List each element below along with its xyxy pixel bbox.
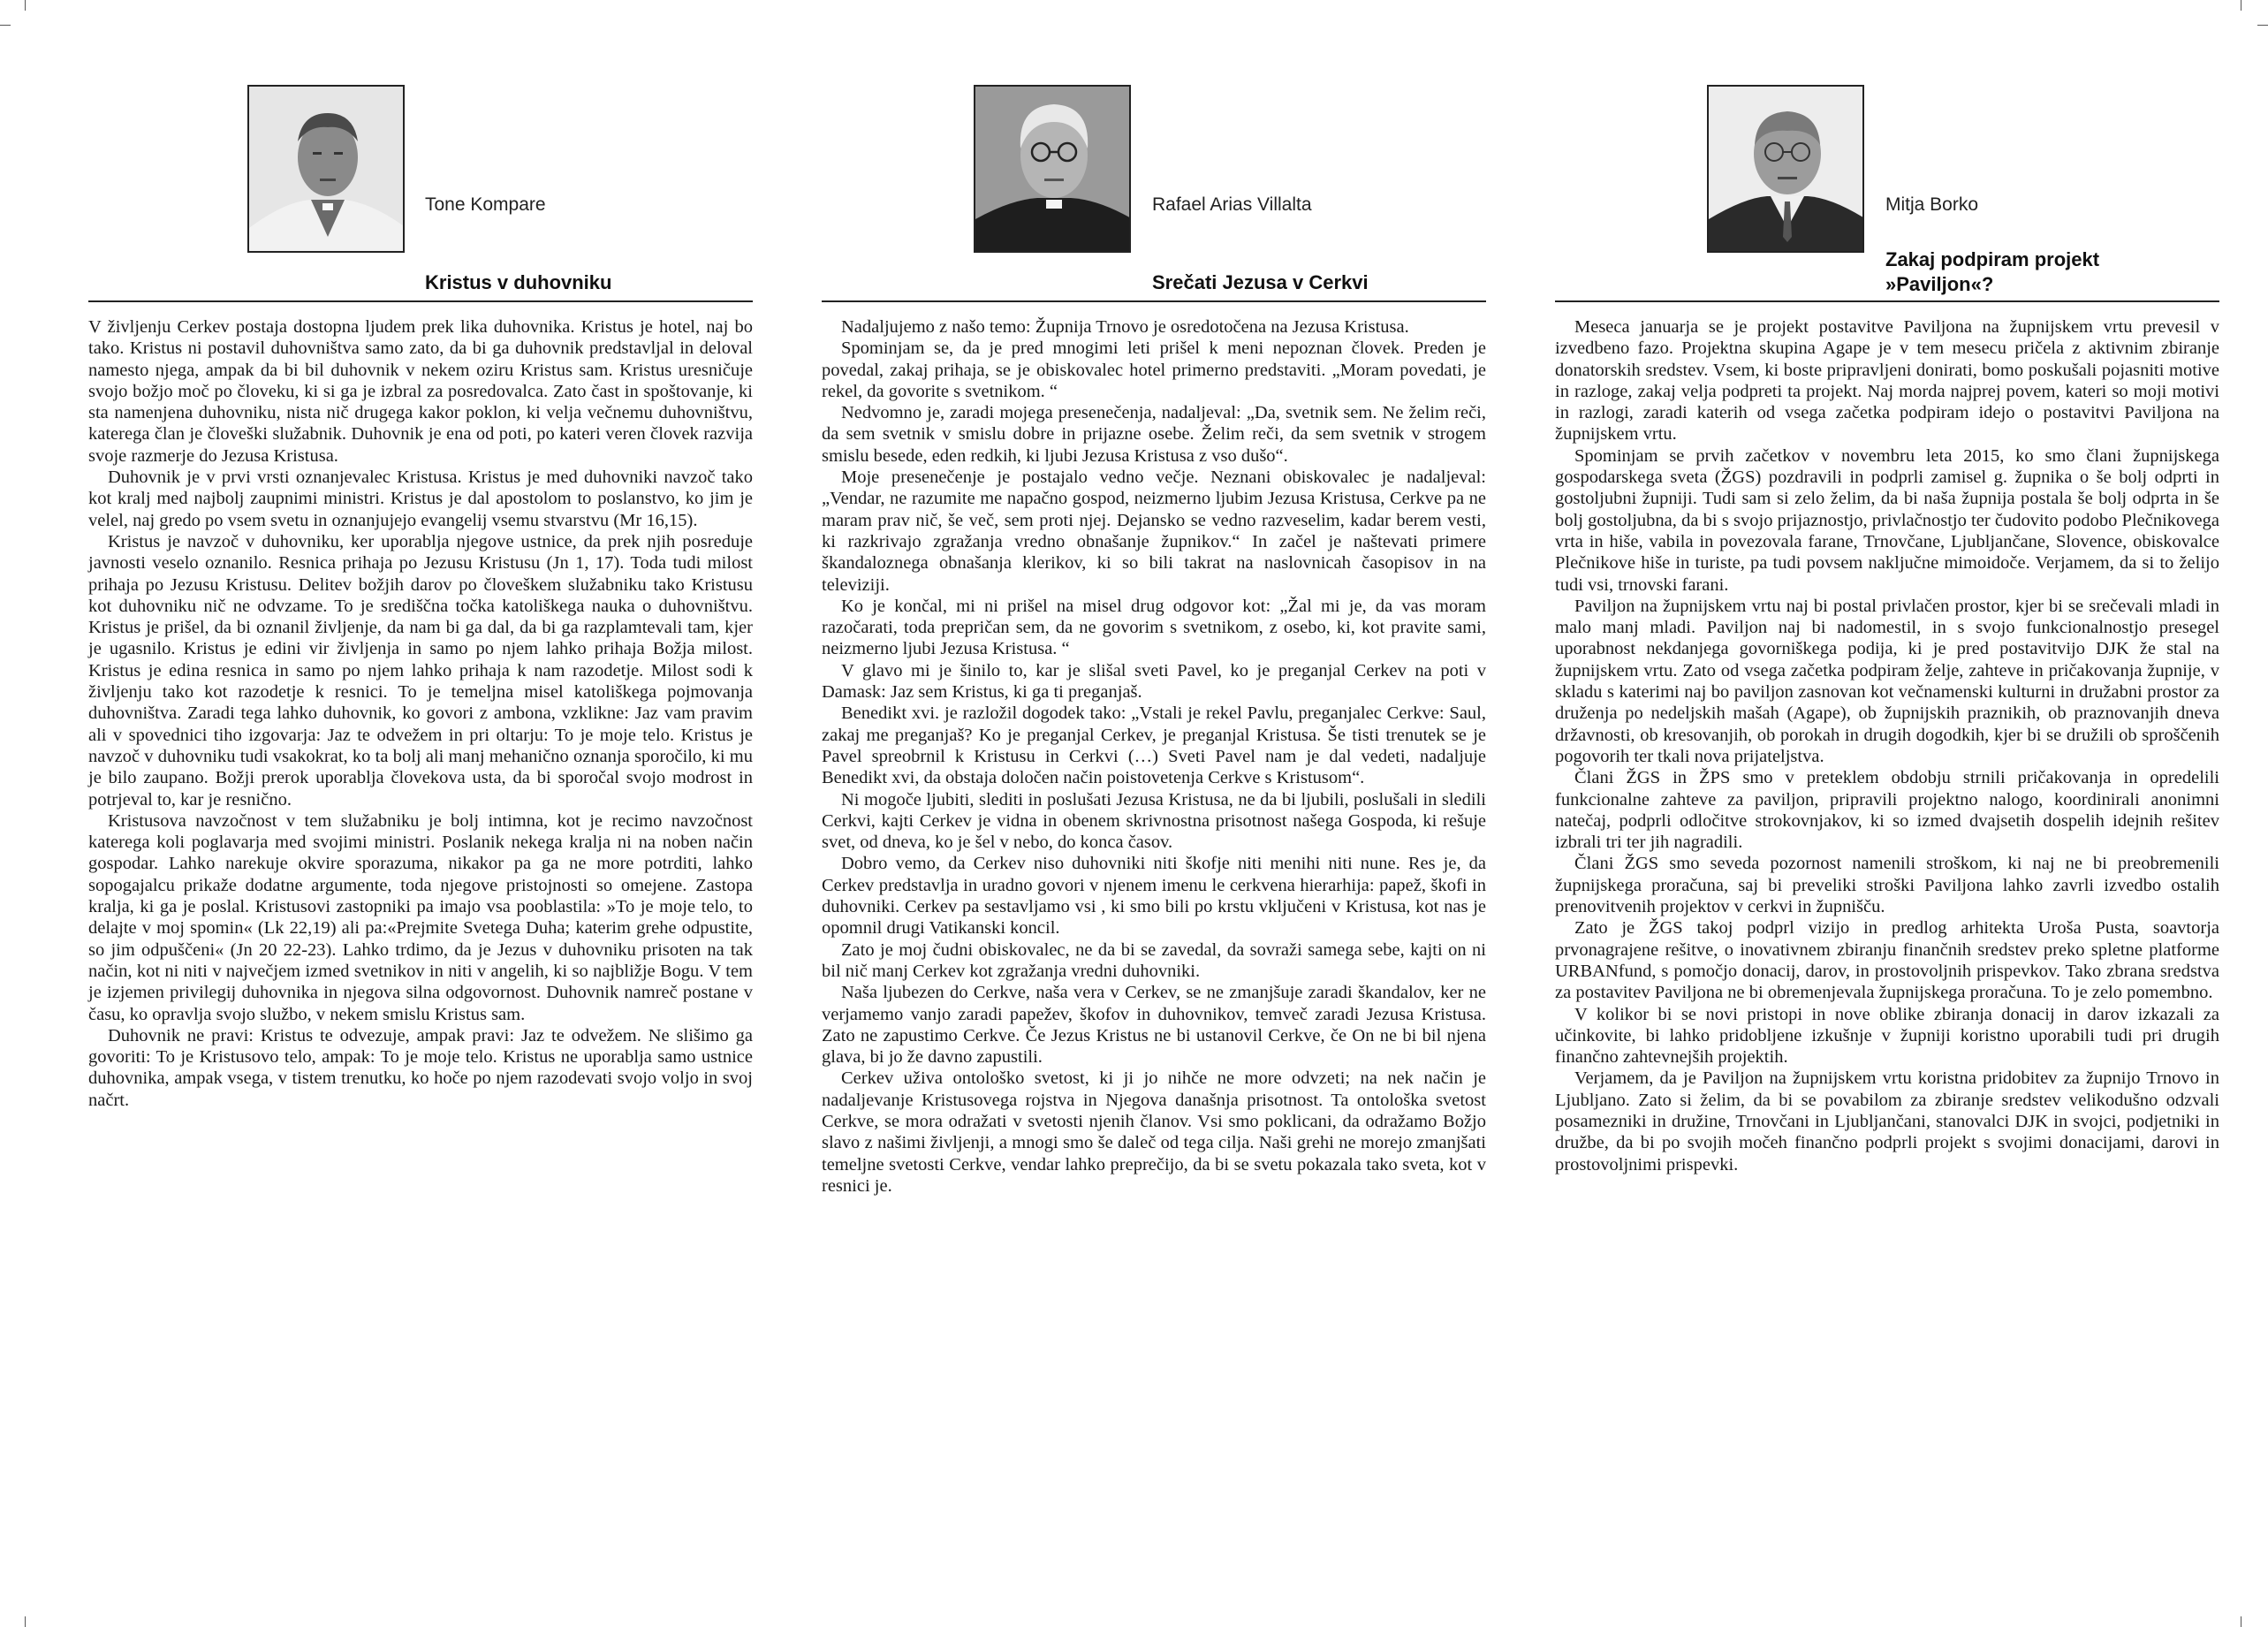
paragraph: Nedvomno je, zaradi mojega presenečenja, nadaljeval: „Da, svetnik sem. Ne želim reči, da sem svetnik v smislu dobre in prijazne osebe. Želim reči, da sem svetnik v strogem smislu besede, eden redkih, ki ljubi Jezusa Kristusa z vso dušo“. — [822, 403, 1486, 466]
portrait-image — [249, 87, 405, 253]
article-header — [1555, 0, 2235, 295]
paragraph: Duhovnik ne pravi: Kristus te odvezuje, ampak pravi: Jaz te odvežem. Ne slišimo ga govoriti: To je Kristusovo telo, ampak: To je moje telo. Kristus ne uporablja samo ustnice duhovnika, ampak vsega, v tistem trenutku, ko hoče po njem razodevati svojo voljo in svoj načrt. — [88, 1025, 753, 1110]
paragraph: V življenju Cerkev postaja dostopna ljudem prek lika duhovnika. Kristus je hotel, naj bo tako. Kristus ni postavil duhovništva samo zato, da bi ga duhovnik predstavljal in deloval namesto njega, ampak da bi bil duhovnik v nekem oziru Kristus sam. Kristus uresničuje svojo božjo moč po človeku, ki si ga je izbral za posredovalca. Zato čast in spoštovanje, ki sta namenjena duhovniku, nista nič drugega kakor poklon, ki velja večnemu duhovništvu, katerega član je človeški služabnik. Duhovnik je ena od poti, po kateri veren človek razvija svoje razmerje do Jezusa Kristusa. — [88, 317, 753, 466]
paragraph: Meseca januarja se je projekt postavitve Paviljona na župnijskem vrtu prevesil v izvedbeno fazo. Projektna skupina Agape je v tem mesecu pričela z aktivnim zbiranje donatorskih sredstev. Vsem, ki boste pripravljeni donirati, bomo poskušali pojasniti motive in razloge, zakaj velja podpreti ta projekt. Naj morda najprej povem, kateri so moji motivi in razlogi, zaradi katerih od vsega začetka podpiram idejo o postavitvi Paviljona na župnijskem vrtu. — [1555, 317, 2219, 445]
article-title: Srečati Jezusa v Cerkvi — [1152, 271, 1369, 293]
paragraph: Ko je končal, mi ni prišel na misel drug odgovor kot: „Žal mi je, da vas moram razočarati, toda prepričan sem, da ne govorim s svetnikom, z osebo, ki, kot pravite sami, neizmerno ljubi Jezusa Kristusa. “ — [822, 596, 1486, 659]
author-name: Tone Kompare — [425, 194, 546, 215]
paragraph: Kristus je navzoč v duhovniku, ker uporablja njegove ustnice, da prek njih posreduje javnosti veselo oznanilo. Resnica prihaja po Jezusu Kristusu (Jn 1, 17). Toda tudi milost prihaja po Jezusu Kristusu. Delitev božjih darov po človeškem služabniku tako Kristusu kot duhovniku nič ne odvzame. To je središčna točka katoliškega nauka o duhovništvu. Kristus je prišel, da bi oznanil življenje, da nam bi ga dal, da bi ga razplamtevali tam, kjer je ugasnilo. Kristus je edini vir življenja in samo po njem lahko prihaja Božja milost. Kristus je edina resnica in samo po njem lahko prihaja k nam razodetje. Milost sodi k življenju tako kot razodetje k resnici. To je temeljna misel katoliškega pojmovanja duhovništva. Zaradi tega lahko duhovnik, ko govori z ambona, vzklikne: Jaz vam pravim ali v spovednici tiho izgovarja: Jaz te odvežem in pri oltarju: To je moje telo. Kristus je navzoč v duhovniku tudi vsakokrat, ko ta bolj ali manj mehanično oznanja sporočilo, ki mu je bilo zaupano. Božji prerok uporablja človekova usta, da bi sporočal svojo modrost in potrjeval to, kar je resnično. — [88, 531, 753, 810]
crop-mark — [25, 1616, 26, 1627]
paragraph: Člani ŽGS in ŽPS smo v preteklem obdobju strnili pričakovanja in opredelili funkcionalne zahteve za paviljon, pripravili projektno nalogo, koordinirali anonimni natečaj, podprli odločitve strokovnjakov, ki so izmed dvajsetih dospelih idejnih rešitev izbrali tri ter jih nagradili. — [1555, 768, 2219, 853]
paragraph: Dobro vemo, da Cerkev niso duhovniki niti škofje niti menihi niti nune. Res je, da Cerkev predstavlja in uradno govori v njenem imenu le cerkvena hierarhija: papež, škofi in duhovniki. Cerkev pa sestavljamo vsi , ki smo bili po krstu vključeni v Kristusa, kot nas je opomnil drugi Vatikanski koncil. — [822, 854, 1486, 939]
article-zakaj-podpiram-projekt-paviljon — [1555, 0, 2235, 1175]
paragraph: Paviljon na župnijskem vrtu naj bi postal privlačen prostor, kjer bi se srečevali mladi in malo manj mladi. Paviljon naj bi nadomestil, in s svojo funkcionalnostjo presegel uporabnost nekdanjega govorniškega podija, ki je pred postavitvijo DJK že stal na župnijskem vrtu. Zato od vsega začetka podpiram želje, zahteve in pričakovanja župnije, v skladu s katerimi naj bo paviljon zasnovan kot večnamenski kulturni in družabni prostor za druženja po nedeljskih mašah (Agape), ob župnijskih praznikih, ob praznovanjih dneva državnosti, ob kresovanjih, ob porokah in drugih dogodkih, kjer bi se družili ob sproščenih pogovorih ter tkali nova prijateljstva. — [1555, 596, 2219, 766]
crop-mark — [25, 0, 26, 11]
paragraph: Zato je moj čudni obiskovalec, ne da bi se zavedal, da sovraži samega sebe, kajti on ni bil nič manj Cerkev kot zgražanja vredni duhovniki. — [822, 939, 1486, 981]
paragraph: Verjamem, da je Paviljon na župnijskem vrtu koristna pridobitev za župnijo Trnovo in Ljubljano. Zato si želim, da bi se povabilom za zbiranje sredstev velikodušno odzvali posamezniki in družine, Trnovčani in Ljubljančani, stanovalci DJK in svojci, podjetniki in družbe, da bi po svojih močeh finančno podprli projekt s svojimi donacijami, darovi in prostovoljnimi prispevki. — [1555, 1068, 2219, 1175]
paragraph: Ni mogoče ljubiti, slediti in poslušati Jezusa Kristusa, ne da bi ljubili, poslušali in sledili Cerkvi, kajti Cerkev je vidna in obenem skrivnostna prisotnost našega Gospoda, ki rešuje svet, od dneva, ko je šel v nebo, do konca časov. — [822, 789, 1486, 853]
paragraph: Naša ljubezen do Cerkve, naša vera v Cerkev, se ne zmanjšuje zaradi škandalov, ker ne verjamemo vanjo zaradi papežev, škofov in duhovnikov, temveč zaradi Jezusa Kristusa. Zato ne zapustimo Cerkve. Če Jezus Kristus ne bi ustanovil Cerkve, če On ne bi bil njena glava, bi jo že davno zapustili. — [822, 983, 1486, 1068]
article-header — [822, 0, 1502, 292]
paragraph: Benedikt xvi. je razložil dogodek tako: „Vstali je rekel Pavlu, preganjalec Cerkve: Saul, zakaj me preganjaš? Ko je preganjal Cerkev, je preganjal Kristusa. Še tisti trenutek se je Pavel spreobrnil k Kristusu in Cerkvi (…) Sveti Pavel nam je dal vedeti, nadaljuje Benedikt xvi, da obstaja določen način poistovetenja Cerkve s Kristusom“. — [822, 703, 1486, 788]
author-photo — [247, 85, 405, 253]
crop-mark — [2257, 25, 2268, 26]
article-title-line: Zakaj podpiram projekt — [1885, 248, 2100, 270]
paragraph: V glavo mi je šinilo to, kar je slišal sveti Pavel, ko je preganjal Cerkev na poti v Damask: Jaz sem Kristus, ki ga ti preganjaš. — [822, 660, 1486, 703]
paragraph: Člani ŽGS smo seveda pozornost namenili stroškom, ki naj ne bi preobremenili župnijskega proračuna, saj bi preveliki stroški Paviljona lahko zavrli izvedbo ostalih prenovitvenih projektov v cerkvi in župnišču. — [1555, 854, 2219, 917]
crop-mark — [0, 25, 11, 26]
article-title — [1885, 247, 2099, 297]
portrait-image — [1709, 87, 1864, 253]
article-kristus-v-duhovniku — [88, 0, 769, 1110]
paragraph: Spominjam se, da je pred mnogimi leti prišel k meni nepoznan človek. Preden je povedal, zakaj prihaja, se je obiskovalec hotel primerno predstaviti. „Moram povedati, je rekel, da govorite s svetnikom. “ — [822, 338, 1486, 401]
author-photo — [974, 85, 1131, 253]
paragraph: Spominjam se prvih začetkov v novembru leta 2015, ko smo člani župnijskega gospodarskega sveta (ŽGS) pozdravili in podprli zamisel g. župnika o še bolj odprti in gostoljubni župniji. Tudi sam si zelo želim, da bi naša župnija postala še bolj odprta in še bolj gostoljubna, da bi s svojo prijaznostjo, privlačnostjo ter čudovito podobo Plečnikovega vrta in hiše, vabila in povezovala farane, Trnovčane, Ljubljančane, Slovence, obiskovalce Plečnikove hiše in turiste, pa tudi povsem naključne mimoidoče. Verjamem, da si to želijo tudi vsi, trnovski farani. — [1555, 445, 2219, 595]
author-photo — [1707, 85, 1864, 253]
header-rule — [822, 300, 1486, 302]
article-title: Kristus v duhovniku — [425, 271, 612, 293]
article-body — [1555, 316, 2219, 1175]
portrait-image — [975, 87, 1131, 253]
article-header — [88, 0, 769, 292]
article-body — [88, 316, 753, 1111]
author-name: Rafael Arias Villalta — [1152, 194, 1312, 215]
article-title-line: »Paviljon«? — [1885, 273, 1994, 295]
author-name: Mitja Borko — [1885, 194, 1979, 215]
header-rule — [88, 300, 753, 302]
article-body — [822, 316, 1486, 1197]
paragraph: Kristusova navzočnost v tem služabniku je bolj intimna, kot je recimo navzočnost katerega koli poglavarja med svojimi ministri. Poslanik nekega kralja ni na noben način gospodar. Lahko narekuje okvire sporazuma, nikakor pa ga ne more potrditi, lahko sopogajalcu prikaže dodatne argumente, toda njegove pristojnosti so omejene. Zastopa kralja, ki ga je poslal. Kristusovi zastopniki pa imajo vsa pooblastila: »To je moje telo, to delajte v moj spomin« (Lk 22,19) ali pa:«Prejmite Svetega Duha; katerim grehe odpustite, so jim odpuščeni« (Jn 20 22-23). Lahko trdimo, da je Jezus v duhovniku prisoten na tak način, kot ni niti v največjem izmed svetnikov in niti v angelih, ki so najbližje Bogu. V tem je izjemen privilegij duhovnika in njegova silna odgovornost. Duhovnik namreč postane v času, ko opravlja svojo službo, v nekem smislu Kristus sam. — [88, 810, 753, 1024]
paragraph: Nadaljujemo z našo temo: Župnija Trnovo je osredotočena na Jezusa Kristusa. — [841, 317, 1409, 337]
paragraph: Cerkev uživa ontološko svetost, ki ji jo nihče ne more odvzeti; na nek način je nadaljevanje Kristusovega rojstva in Njegova današnja prisotnost. Ta ontološka svetost Cerkve, se mora odražati v svetosti njenih članov. Vsi smo poklicani, da odražamo Božjo slavo z našimi življenji, a mnogi smo še daleč od tega cilja. Naši grehi ne morejo zmanjšati temeljne svetosti Cerkve, vendar lahko preprečijo, da bi se svetu pokazala tako sveta, kot v resnici je. — [822, 1068, 1486, 1196]
article-srecati-jezusa-v-cerkvi — [822, 0, 1502, 1196]
paragraph: Moje presenečenje je postajalo vedno večje. Neznani obiskovalec je nadaljeval: „Vendar, ne razumite me napačno gospod, neizmerno ljubim Jezusa Kristusa, Cerkve pa ne maram prav nič, še več, sem proti njej. Dejansko se vedno razveselim, kadar berem vesti, ki razkrivajo zgražanja vredno obnašanje župnikov.“ In začel je naštevati primere škandaloznega obnašanja klerikov, ki so bili takrat na naslovnicah časopisov in na televiziji. — [822, 468, 1486, 595]
header-rule — [1555, 300, 2219, 302]
paragraph: V kolikor bi se novi pristopi in nove oblike zbiranja donacij in darov izkazali za učinkovite, bi lahko pridobljene izkušnje v župniji koristno uporabili tudi pri drugih finančno zahtevnejših projektih. — [1555, 1004, 2219, 1068]
paragraph: Zato je ŽGS takoj podprl vizijo in predlog arhitekta Uroša Pusta, soavtorja prvonagrajene rešitve, o inovativnem zbiranju finančnih sredstev preko spletne platforme URBANfund, s pomočjo donacij, darov, in prostovoljnih prispevkov. Tako zbrana sredstva za postavitev Paviljona ne bi obremenjevala župnijskega proračuna. To je zelo pomembno. — [1555, 918, 2219, 1003]
paragraph: Duhovnik je v prvi vrsti oznanjevalec Kristusa. Kristus je med duhovniki navzoč tako kot kralj med najbolj zaupnimi ministri. Kristus je dal apostolom to poslanstvo, ko jim je velel, naj gredo po vsem svetu in oznanjujejo evangelij vsemu stvarstvu (Mr 16,15). — [88, 468, 753, 530]
